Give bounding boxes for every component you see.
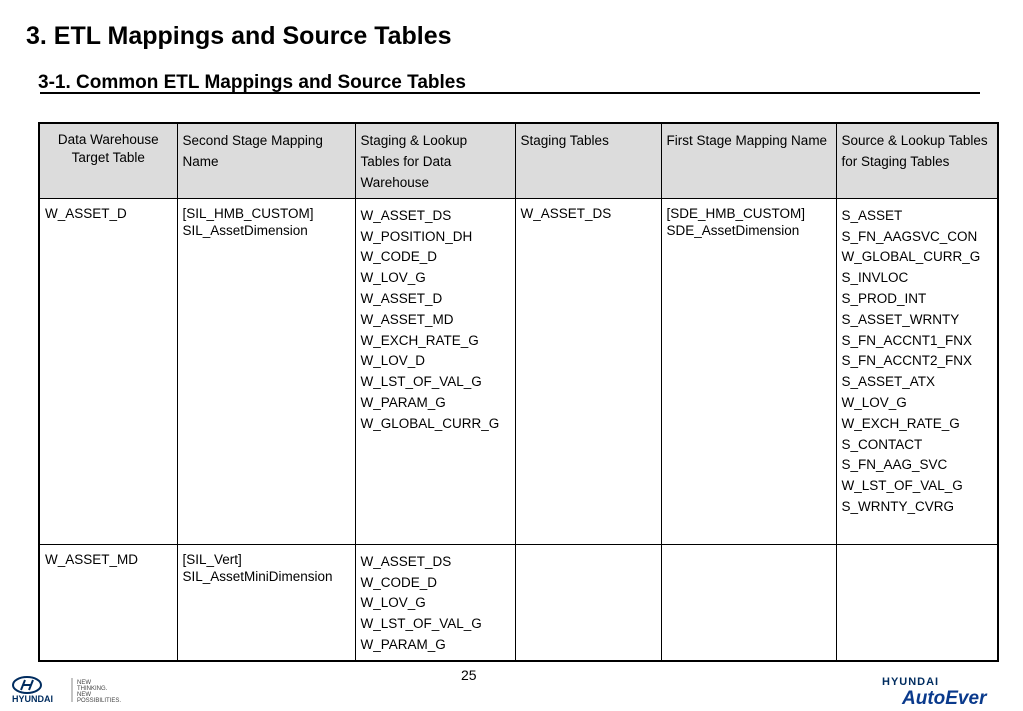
header-target-table: Data Warehouse Target Table — [39, 123, 177, 198]
list-item: W_ASSET_DS — [360, 553, 452, 569]
list-item: S_FN_ACCNT1_FNX — [841, 332, 973, 348]
mapping-name: SIL_AssetMiniDimension — [182, 568, 333, 584]
cell-sources — [836, 544, 998, 660]
slogan-line: NEW — [77, 692, 91, 698]
hyundai-wordmark: HYUNDAI — [12, 694, 54, 704]
list-item: W_PARAM_G — [360, 394, 446, 410]
header-second-stage-mapping: Second Stage Mapping Name — [177, 123, 355, 198]
header-staging-tables: Staging Tables — [515, 123, 661, 198]
table-row — [39, 544, 998, 660]
mapping-name: SIL_AssetDimension — [182, 222, 308, 238]
list-item: W_LOV_G — [360, 595, 426, 611]
list-item: S_FN_ACCNT2_FNX — [841, 353, 973, 369]
table-header-row — [39, 123, 998, 198]
list-item: S_FN_AAG_SVC — [841, 457, 948, 473]
autoever-brand-bottom: AutoEver — [902, 688, 987, 706]
cell-first-stage-mapping — [661, 544, 836, 660]
list-item: S_ASSET_ATX — [841, 374, 936, 390]
header-first-stage-mapping: First Stage Mapping Name — [661, 123, 836, 198]
autoever-brand-top: HYUNDAI — [882, 676, 940, 688]
table-row — [39, 198, 998, 544]
list-item: W_POSITION_DH — [360, 228, 473, 244]
subtitle-underline — [40, 92, 980, 94]
list-item: W_ASSET_MD — [360, 311, 454, 327]
list-item: W_PARAM_G — [360, 636, 446, 652]
section-subtitle: 3-1. Common ETL Mappings and Source Tables — [38, 72, 466, 93]
cell-target: W_ASSET_D — [39, 198, 177, 544]
list-item: S_FN_AAGSVC_CON — [841, 228, 978, 244]
page-number: 25 — [461, 667, 477, 683]
cell-staging-lookup — [355, 544, 515, 660]
etl-mapping-table — [38, 122, 999, 662]
list-item: W_GLOBAL_CURR_G — [841, 249, 981, 265]
list-item: W_LOV_D — [360, 353, 426, 369]
list-item: W_EXCH_RATE_G — [841, 415, 960, 431]
list-item: W_LOV_G — [360, 270, 426, 286]
page-title: 3. ETL Mappings and Source Tables — [26, 22, 452, 50]
cell-staging — [515, 544, 661, 660]
list-item: S_ASSET — [841, 207, 903, 223]
list-item: W_ASSET_D — [360, 290, 443, 306]
hyundai-logo — [10, 676, 140, 709]
cell-staging: W_ASSET_DS — [515, 198, 661, 544]
list-item: W_CODE_D — [360, 574, 438, 590]
slogan-line: THINKING. — [77, 686, 108, 692]
cell-second-stage-mapping — [177, 544, 355, 660]
list-item: W_LST_OF_VAL_G — [360, 374, 482, 390]
list-item: W_GLOBAL_CURR_G — [360, 415, 500, 431]
cell-sources — [836, 198, 998, 544]
cell-staging-lookup — [355, 198, 515, 544]
mapping-folder: [SDE_HMB_CUSTOM] — [666, 205, 806, 221]
list-item: S_WRNTY_CVRG — [841, 498, 955, 514]
list-item: W_EXCH_RATE_G — [360, 332, 479, 348]
list-item: W_ASSET_DS — [360, 207, 452, 223]
list-item: S_ASSET_WRNTY — [841, 311, 960, 327]
list-item: W_LOV_G — [841, 394, 907, 410]
mapping-name: SDE_AssetDimension — [666, 222, 800, 238]
header-staging-lookup-tables: Staging & Lookup Tables for Data Warehouse — [355, 123, 515, 198]
cell-target: W_ASSET_MD — [39, 544, 177, 660]
mapping-folder: [SIL_HMB_CUSTOM] — [182, 205, 314, 221]
list-item: W_CODE_D — [360, 249, 438, 265]
list-item: S_INVLOC — [841, 270, 909, 286]
list-item: W_LST_OF_VAL_G — [360, 616, 482, 632]
slogan-line: NEW — [77, 680, 91, 686]
list-item: S_CONTACT — [841, 436, 923, 452]
autoever-logo — [880, 674, 1015, 711]
cell-second-stage-mapping — [177, 198, 355, 544]
mapping-folder: [SIL_Vert] — [182, 551, 242, 567]
cell-first-stage-mapping — [661, 198, 836, 544]
header-source-lookup-tables: Source & Lookup Tables for Staging Tables — [836, 123, 998, 198]
list-item: S_PROD_INT — [841, 290, 927, 306]
slogan-line: POSSIBILITIES. — [77, 698, 122, 704]
list-item: W_LST_OF_VAL_G — [841, 478, 963, 494]
